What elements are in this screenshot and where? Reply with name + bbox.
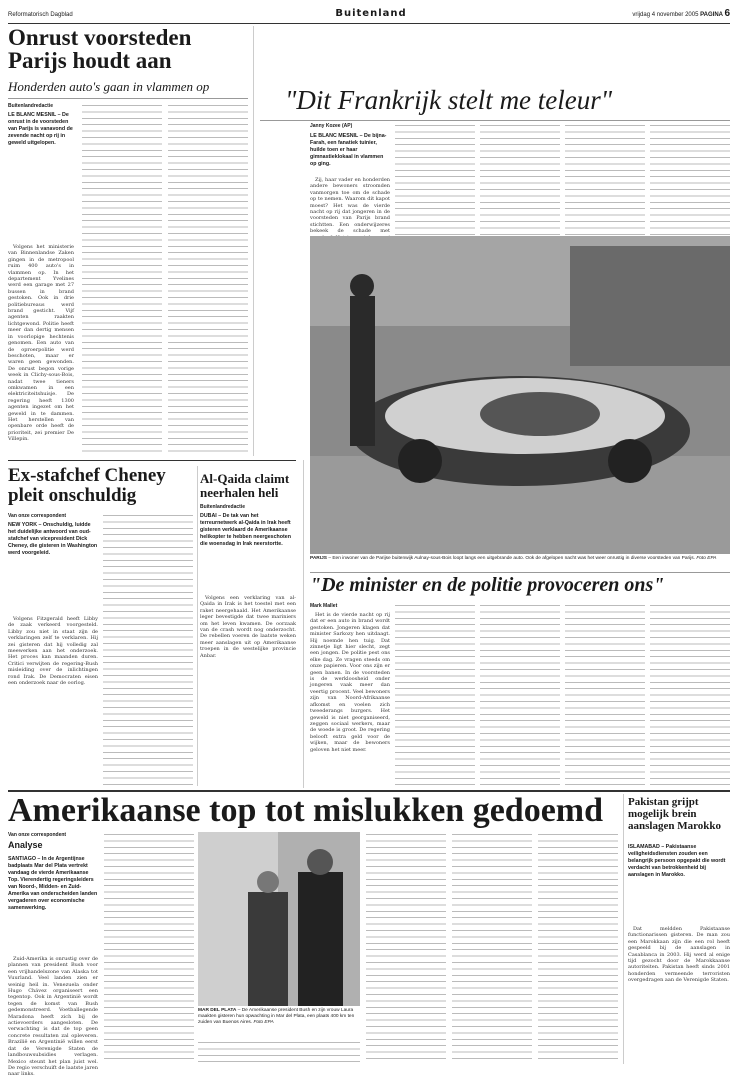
article7-body: [628, 926, 730, 1062]
article6-headline: Amerikaanse top tot mislukken gedoemd: [8, 792, 604, 829]
article6-col4: [366, 832, 446, 1064]
article6-col6: [538, 832, 618, 1064]
article6-body: [8, 956, 98, 1078]
photo-rule: [310, 572, 730, 573]
article1-subheadline: Honderden auto's gaan in vlammen op: [8, 79, 210, 94]
article5-body: [310, 612, 390, 788]
burnt-car-photo: [310, 236, 730, 554]
article5-text: Het is de vierde nacht op rij dat er een auto in brand wordt gestoken. Jongeren klagen dat minister Sarkozy hen uitdaagt. Hij noemde hen tuig. Dat zinnetje ligt hier slecht, zegt een jongen. De politie pest ons elke dag. Ze vragen steeds om onze papieren. Voor ons zijn er geen banen. In de voorsteden is de werkloosheid onder jongeren vaak meer dan veertig procent. Veel bewoners zijn van Noord-Afrikaanse afkomst en voelen zich tweederangs burgers. Het geweld is niet georganiseerd, zeggen sociaal werkers, maar de woede is groot. De regering belooft extra geld voor de wijken, maar de bewoners geloven het niet meer.: [310, 612, 390, 753]
article5-col2: [395, 603, 475, 788]
caption2-text: De Amerikaanse president Bush en zijn vrouw Laura maakten gisteren hun opwachting in Mar del Plata, een plaats 400 km ten zuiden van Buenos Aires.: [198, 1008, 355, 1025]
article3-rule: [8, 460, 296, 461]
date-label: vrijdag 4 november 2005: [632, 12, 699, 18]
column-divider: [623, 794, 624, 1064]
article7-text: Dat meldden Pakistaanse functionarissen gisteren. De man zou een Marokkaan zijn die een rol heeft gespeeld bij de aanslagen in Casablanca in 2003. Hij werd al enige tijd gezocht door de Marokkaanse autoriteiten. Pakistan heeft sinds 2001 honderden vermeende terroristen overgedragen aan de Verenigde Staten.: [628, 926, 730, 984]
article5-col5: [650, 603, 730, 788]
article1-headline: Onrust voorsteden Parijs houdt aan: [8, 25, 192, 73]
photo2-caption: MAR DEL PLATA – De Amerikaanse president Bush en zijn vrouw Laura maakten gisteren hun opwachting in Mar del Plata, een plaats 400 km ten zuiden van Buenos Aires. Foto EPA: [198, 1008, 355, 1025]
article5-byline: Mark Mallet: [310, 603, 338, 609]
article3-body: [8, 616, 98, 786]
column-divider: [197, 466, 198, 786]
header-rule: [8, 23, 730, 24]
article3-byline: Van onze correspondent: [8, 513, 67, 519]
article1-body: [8, 244, 74, 452]
article3-headline: Ex-stafchef Cheney pleit onschuldig: [8, 465, 166, 506]
article5-col4: [565, 603, 645, 788]
article6-col5: [452, 832, 532, 1064]
column-divider: [253, 26, 254, 456]
article6-byline: Van onze correspondent: [8, 832, 67, 838]
page-label: PAGINA: [700, 12, 723, 18]
article2-text: Zij, haar vader en honderden andere bewoners stroomden vanmorgen toe om de schade op te nemen. Waarom dit kapot moest? Het was de vierde nacht op rij dat jongeren in de voorsteden van Parijs brand stichtten. Een onderwijzeres bekeek de schade met: [310, 177, 390, 235]
article4-lead: DUBAI – De tak van het terreurnetwerk al-Qaida in Irak heeft gisteren verklaard de Amerikaanse helikopter te hebben neergeschoten die woensdag in Irak neerstortte.: [200, 513, 291, 547]
photo2-credit: Foto EPA: [253, 1020, 274, 1025]
article2-lead: LE BLANC MESNIL – De bijna-Farah, een fanatiek tuinier, huilde toen er haar gimnastieklokaal in vlammen op ging.: [310, 133, 387, 167]
caption-text: Een inwoner van de Parijse buitenwijk Aulnay-sous-Bois loopt langs een uitgebrande auto. Ook de afgelopen nacht was het weer onrustig in diverse voorsteden van Parijs.: [332, 556, 695, 561]
article7-lead: ISLAMABAD – Pakistaanse veiligheidsdiensten zouden een belangrijk persoon opgepakt die wordt verdacht van betrokkenheid bij aanslagen in Marokko.: [628, 844, 726, 878]
publication-name: Reformatorisch Dagblad: [8, 12, 73, 18]
article1-byline: Buitenlandredactie: [8, 103, 54, 109]
article5-headline: "De minister en de politie provoceren ons": [310, 574, 665, 596]
article6-col3: [198, 1040, 360, 1062]
caption2-title: MAR DEL PLATA: [198, 1008, 237, 1013]
article2-headline: "Dit Frankrijk stelt me teleur": [285, 85, 613, 115]
article5-col3: [480, 603, 560, 788]
article3-text: Volgens Fitzgerald heeft Libby de zaak verkeerd voorgesteld. Libby zou niet in staat zijn de verklaringen zelf te verklaren. Hij zei gisteren dat hij volledig zal meewerken aan het onderzoek. Het proces kan maanden duren. Critici verwijten de regering-Bush misleiding over de inlichtingen rond Irak. De Democraten eisen een onderzoek naar de oorlog.: [8, 616, 98, 687]
article3-lead: NEW YORK – Onschuldig, luidde het duidelijke antwoord van oud-stafchef van vicepresident Dick Cheney, die gisteren in Washington werd voorgeleid.: [8, 522, 98, 556]
article1-col2: [82, 103, 162, 453]
article4-text: Volgens een verklaring van al-Qaida in Irak is het toestel met een raket neergehaald. Het Amerikaanse leger bevestigde dat twee mariniers om het leven kwamen. De oorzaak van de crash wordt nog onderzocht. De rebellen voeren de laatste weken meer aanslagen uit op Amerikaanse troepen in de westelijke provincie Anbar.: [200, 595, 296, 659]
article6-text: Zuid-Amerika is onrustig over de plannen van president Bush voor een vrijhandelszone van Alaska tot Vuurland. Veel landen zien er weinig heil in. Venezuela onder Hugo Chávez organiseert een tegentop. Ook in Argentinië wordt tegen de komst van Bush gedemonstreerd. Voetballegende Maradona heeft zich bij de actievoerders aangesloten. De verwachting is dat de top geen concrete resultaten zal opleveren. Brazilië en Argentinië willen eerst dat de Verenigde Staten de landbouwsubsidies verlagen. Mexico steunt het plan juist wel. De regio verschuift de laatste jaren naar links.: [8, 956, 98, 1078]
analysis-label: Analyse: [8, 840, 43, 850]
page-number: 6: [724, 8, 730, 19]
article6-lead: SANTIAGO – In de Argentijnse badplaats Mar del Plata vertrekt vandaag de vierde Amerikaanse Top. Vierendertig regeringsleiders van Noord-, Midden- en Zuid-Amerika van onderscheiden landen vergaderen over economische samenwerking.: [8, 856, 98, 911]
article4-body: [200, 595, 296, 787]
article2-rule: [260, 120, 730, 121]
article4-headline: Al-Qaida claimt neerhalen heli: [200, 471, 290, 500]
article1-lead: LE BLANC MESNIL – De onrust in de voorsteden van Parijs is vanavond de zevende nacht op rij in geweld uitgelopen.: [8, 112, 73, 146]
article3-col2: [103, 513, 193, 789]
article6-col2: [104, 832, 194, 1064]
caption-title: PARIJS: [310, 556, 327, 561]
bush-photo: [198, 832, 360, 1006]
burnt-car-illustration: [310, 236, 730, 554]
article1-rule: [8, 98, 248, 99]
section-title: Buitenland: [335, 8, 407, 19]
photo-credit: Foto EPA: [696, 556, 717, 561]
bush-illustration: [198, 832, 360, 1006]
article1-text: Volgens het ministerie van Binnenlandse Zaken gingen in de metropool ruim 400 auto's in vlammen op. In het departement Yvelines werd een garage met 27 bussen in brand gestoken. Ook in drie politiebureaus werd brand gesticht. Vijf agenten raakten lichtgewond. Politie heeft meer dan dertig mensen in voorlopige hechtenis genomen. Een auto van de oproerpolitie werd beschoten, maar er waren geen gewonden. De onrust begon vorige week in Clichy-sous-Bois, nadat twee tieners omkwamen in een elektriciteitshuisje. De regering heeft 1300 agenten ingezet om het geweld in te dammen. Het herstellen van openbare orde heeft de prioriteit, zei premier De Villepin.: [8, 244, 74, 443]
article2-body: [310, 177, 390, 235]
article7-headline: Pakistan grijpt mogelijk brein aanslagen Marokko: [628, 796, 722, 832]
page-date: [540, 8, 730, 22]
article4-byline: Buitenlandredactie: [200, 504, 246, 510]
article1-col3: [168, 103, 248, 453]
article2-byline: Janny Kozee (AP): [310, 123, 353, 129]
column-divider: [303, 460, 304, 788]
photo-caption: PARIJS – Een inwoner van de Parijse buitenwijk Aulnay-sous-Bois loopt langs een uitgebrande auto. Ook de afgelopen nacht was het weer onrustig in diverse voorsteden van Parijs. Foto EPA: [310, 556, 717, 561]
